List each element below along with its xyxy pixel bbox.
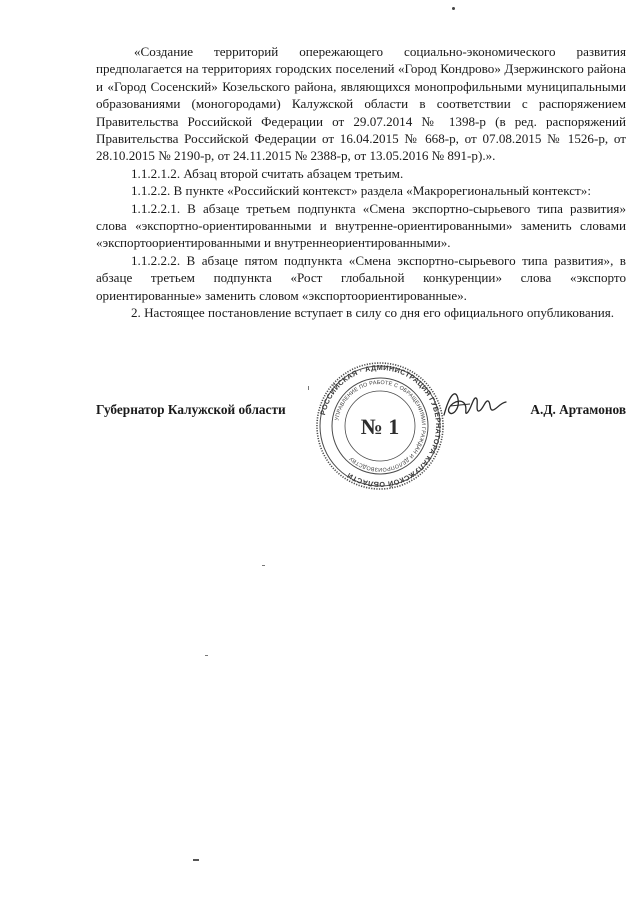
clause-2: 2. Настоящее постановление вступает в силу со дня его официального опубликования. xyxy=(131,305,615,321)
quoted-paragraph: «Создание территорий опережающего социально-экономического развития предполагается на территориях городских поселений «Город Кондрово» Дзержинского района и «Город Сосенский» Козельского района, являющихся монопрофильными муниципальными образованиями (моногородами) Калужской области в соответствии с распоряжением Правительства Российской Федерации от 29.07.2014 № 1398-р (в ред. распоряжений Правительства Российской Федерации от 16.04.2015 № 668-р, от 07.08.2015 № 1526-р, от 28.10.2015 № 2190-р, от 24.11.2015 № 2388-р, от 13.05.2016 № 891-р).». xyxy=(96,44,626,164)
clause-1-1-2-2-2: 1.1.2.2.2. В абзаце пятом подпункта «Смена экспортно-сырьевого типа развития», в абзаце третьем подпункта «Рост глобальной конкуренции» слова «экспорто ориентированные» заменить словом «экспортоориентированные». xyxy=(96,252,626,303)
document-body xyxy=(96,43,626,322)
handwritten-signature xyxy=(440,385,510,425)
seal-number: № 1 xyxy=(360,414,400,439)
seal-inner-text: УПРАВЛЕНИЕ ПО РАБОТЕ С ОБРАЩЕНИЯМИ ГРАЖДАН И ДЕЛОПРОИЗВОДСТВУ xyxy=(334,379,427,473)
clause-1-1-2-2-1: 1.1.2.2.1. В абзаце третьем подпункта «Смена экспортно-сырьевого типа развития» слова «экспортно-ориентированными и внутренне-ориентированными» заменить словами «экспортоориентированными и внутреннеориентированными». xyxy=(96,200,626,251)
scan-speck xyxy=(262,565,265,566)
clause-1-1-2-1-2: 1.1.2.1.2. Абзац второй считать абзацем третьим. xyxy=(131,165,404,181)
scan-speck xyxy=(452,7,455,10)
signatory-name: А.Д. Артамонов xyxy=(530,402,626,417)
scan-speck xyxy=(205,655,208,656)
signatory-title: Губернатор Калужской области xyxy=(96,402,286,417)
clause-1-1-2-2: 1.1.2.2. В пункте «Российский контекст» раздела «Макрорегиональный контекст»: xyxy=(131,183,591,199)
scan-speck xyxy=(193,859,199,861)
scan-speck xyxy=(308,386,309,390)
seal-outer-text: РОССИЙСКАЯ · АДМИНИСТРАЦИЯ ГУБЕРНАТОРА КАЛУЖСКОЙ ОБЛАСТИ xyxy=(318,362,444,490)
official-seal-stamp xyxy=(315,361,445,491)
